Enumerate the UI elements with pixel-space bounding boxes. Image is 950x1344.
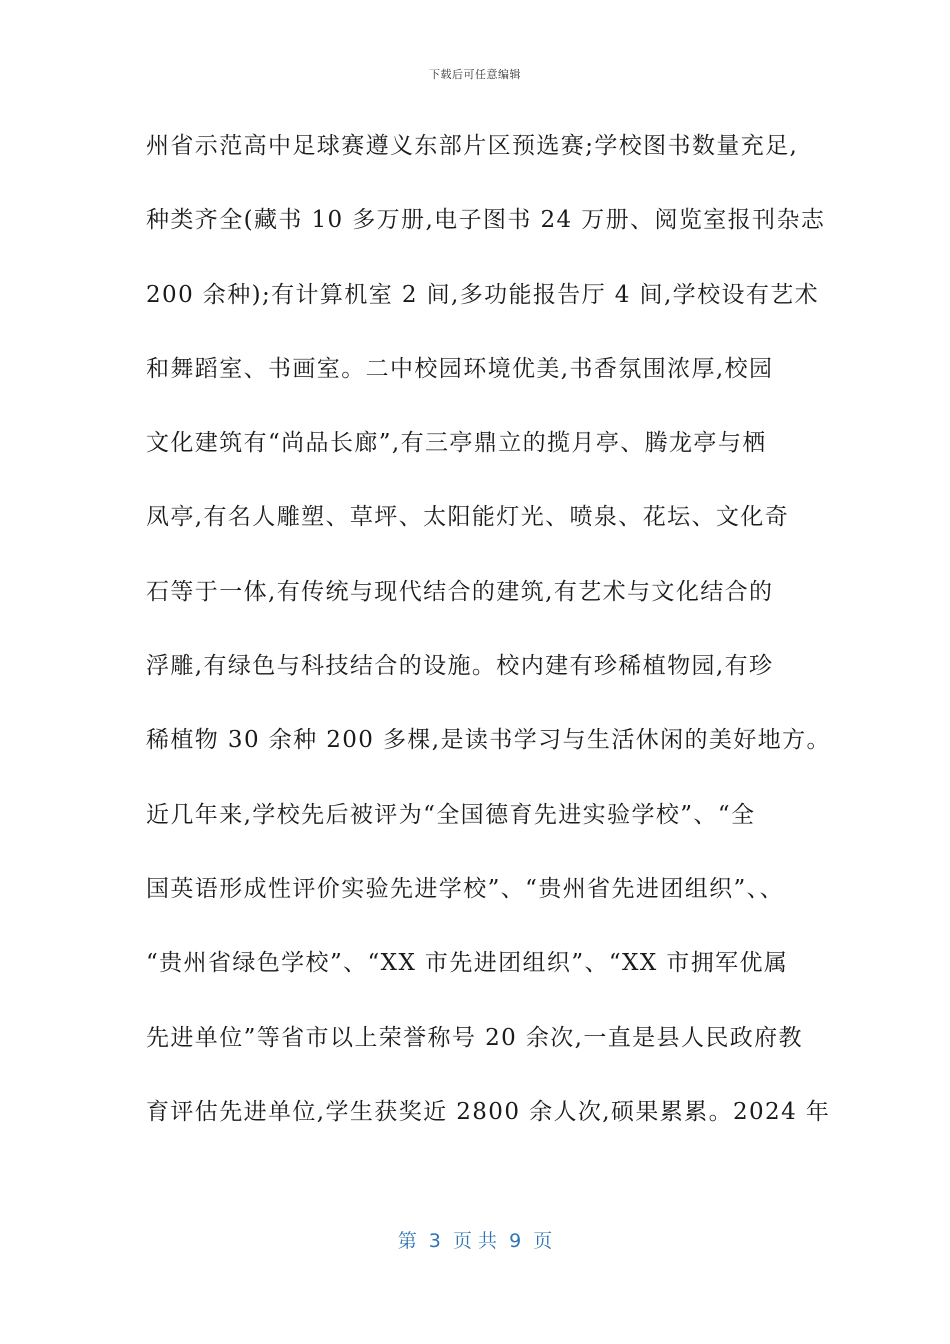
paragraph-line: 凤亭,有名人雕塑、草坪、太阳能灯光、喷泉、花坛、文化奇 (146, 504, 790, 531)
download-note: 下载后可任意编辑 (429, 68, 521, 81)
paragraph-line: 国英语形成性评价实验先进学校”、“贵州省先进团组织”、、 (146, 875, 784, 902)
paragraph-line: 近几年来,学校先后被评为“全国德育先进实验学校”、“全 (146, 801, 756, 828)
paragraph-line: 和舞蹈室、书画室。二中校园环境优美,书香氛围浓厚,校园 (146, 355, 774, 382)
paragraph-line: “贵州省绿色学校”、“XX 市先进团组织”、“XX 市拥军优属 (146, 950, 789, 977)
paragraph-line: 稀植物 30 余种 200 多棵,是读书学习与生活休闲的美好地方。 (146, 727, 831, 754)
page-number: 第 3 页 共 9 页 (397, 1230, 553, 1252)
paragraph-line: 州省示范高中足球赛遵义东部片区预选赛;学校图书数量充足, (146, 133, 799, 159)
paragraph-line: 先进单位”等省市以上荣誉称号 20 余次,一直是县人民政府教 (146, 1024, 803, 1051)
paragraph-line: 文化建筑有“尚品长廊”,有三亭鼎立的揽月亭、腾龙亭与栖 (146, 430, 767, 457)
paragraph-line: 种类齐全(藏书 10 多万册,电子图书 24 万册、阅览室报刊杂志 (146, 207, 826, 234)
paragraph-line: 200 余种);有计算机室 2 间,多功能报告厅 4 间,学校设有艺术 (146, 281, 820, 308)
paragraph-line: 育评估先进单位,学生获奖近 2800 余人次,硕果累累。2024 年 (146, 1098, 831, 1125)
document-body (146, 128, 831, 1168)
paragraph-line: 浮雕,有绿色与科技结合的设施。校内建有珍稀植物园,有珍 (146, 653, 774, 680)
paragraph-line: 石等于一体,有传统与现代结合的建筑,有艺术与文化结合的 (146, 578, 774, 605)
